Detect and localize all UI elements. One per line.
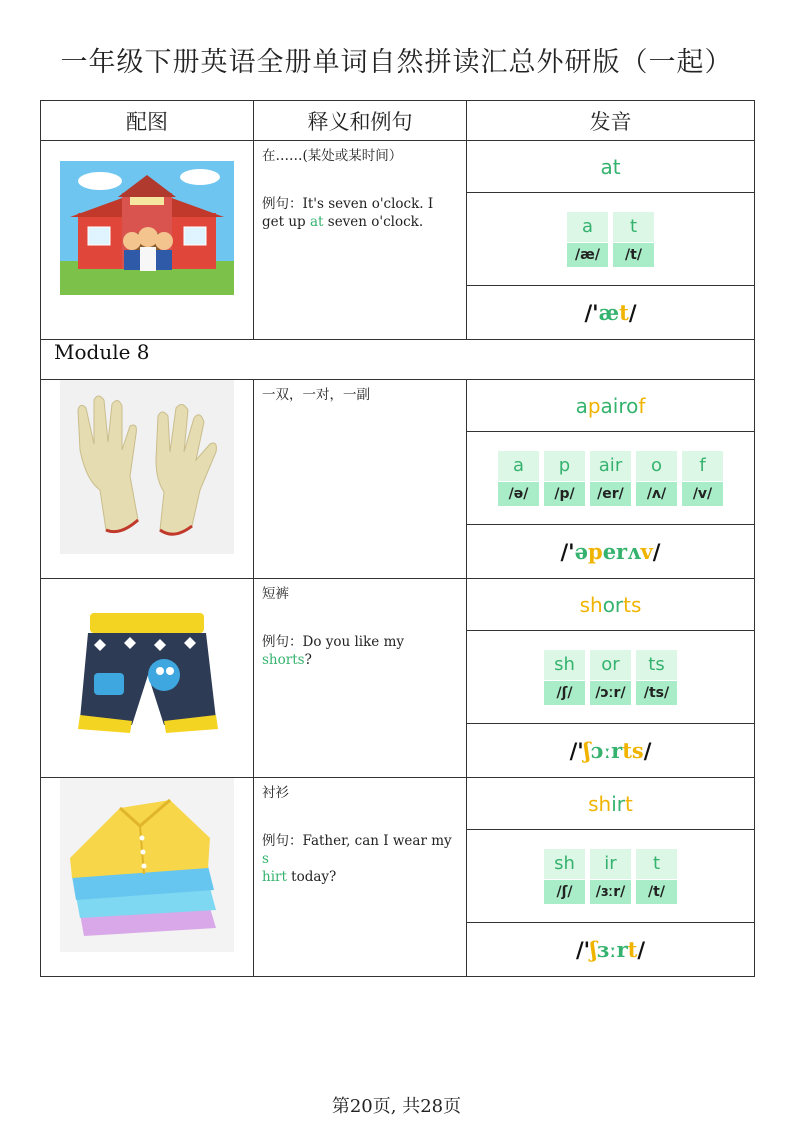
tile-grapheme: o	[636, 451, 677, 481]
phonics-tiles	[467, 631, 754, 724]
phonics-tile	[636, 849, 677, 903]
phoneme-segment: a	[575, 394, 588, 418]
tile-grapheme: f	[682, 451, 723, 481]
phoneme-segment: p	[587, 394, 601, 418]
example-text: today?	[286, 869, 337, 885]
example-highlight: s hirt	[262, 851, 287, 885]
phoneme-segment: ɔːr	[590, 738, 623, 763]
example-sentence	[262, 196, 433, 230]
phoneme-segment: ʌ	[627, 539, 641, 564]
meaning-text: 在……(某处或某时间）	[262, 148, 403, 164]
sound-cell	[467, 380, 755, 579]
image-cell	[41, 380, 254, 579]
image-cell	[41, 141, 254, 340]
tile-grapheme: a	[567, 212, 608, 242]
phoneme-segment: t	[619, 300, 629, 325]
tile-phoneme: /ʃ/	[544, 880, 585, 904]
tile-grapheme: ts	[636, 650, 677, 680]
phonics-tile	[613, 212, 654, 266]
phoneme-segment: t	[625, 792, 633, 816]
phonics-tile	[590, 451, 631, 505]
phoneme-segment: /	[628, 300, 637, 325]
phoneme-segment: at	[600, 155, 621, 179]
tile-phoneme: /ɜːr/	[590, 880, 631, 904]
word-spelling	[467, 141, 754, 193]
module-row	[41, 340, 755, 380]
tile-phoneme: /t/	[613, 243, 654, 267]
phonics-tiles	[467, 193, 754, 286]
phoneme-segment: er	[602, 539, 628, 564]
meaning-cell	[254, 141, 467, 340]
meaning-cell	[254, 380, 467, 579]
phoneme-segment: /	[652, 539, 661, 564]
phonics-tile	[590, 849, 631, 903]
tile-grapheme: t	[613, 212, 654, 242]
phoneme-segment: p	[588, 539, 603, 564]
ipa-transcription	[467, 923, 754, 976]
tile-phoneme: /p/	[544, 482, 585, 506]
phoneme-segment: ts	[623, 593, 642, 617]
table-row	[41, 141, 755, 340]
tile-phoneme: /ʃ/	[544, 681, 585, 705]
phonics-tile	[544, 849, 585, 903]
phoneme-segment: /'	[560, 539, 575, 564]
phonics-tile	[567, 212, 608, 266]
phonics-tile	[682, 451, 723, 505]
phonics-tile	[544, 451, 585, 505]
phoneme-segment: /	[643, 738, 652, 763]
phoneme-segment: ʃ	[583, 738, 591, 763]
example-sentence	[262, 634, 404, 668]
phonics-tile	[498, 451, 539, 505]
tile-grapheme: t	[636, 849, 677, 879]
phonics-tile	[590, 650, 631, 704]
ipa-transcription	[467, 286, 754, 339]
meaning-text: 短裤	[262, 586, 289, 602]
word-spelling	[467, 579, 754, 631]
tile-grapheme: a	[498, 451, 539, 481]
phoneme-segment: or	[602, 593, 624, 617]
phoneme-segment: /	[637, 937, 646, 962]
phoneme-segment: t	[627, 937, 638, 962]
phoneme-segment: /'	[584, 300, 599, 325]
sound-cell	[467, 141, 755, 340]
tile-phoneme: /ə/	[498, 482, 539, 506]
phoneme-segment: v	[640, 539, 653, 564]
meaning-cell	[254, 778, 467, 977]
phoneme-segment: ə	[574, 539, 588, 564]
tile-phoneme: /v/	[682, 482, 723, 506]
tile-grapheme: sh	[544, 849, 585, 879]
meaning-text: 衬衫	[262, 785, 289, 801]
phoneme-segment: /'	[575, 937, 591, 962]
table-row	[41, 380, 755, 579]
phoneme-segment: sh	[579, 593, 603, 617]
phoneme-segment: ʃ	[590, 937, 598, 962]
phoneme-segment: ts	[622, 738, 644, 763]
phonics-tiles	[467, 432, 754, 525]
phoneme-segment: ɜːr	[597, 937, 628, 962]
phonics-tile	[544, 650, 585, 704]
example-text: 例句：It's seven o'clock. I get up	[262, 196, 434, 230]
meaning-text: 一双，一对，一副	[262, 387, 370, 403]
word-spelling	[467, 778, 754, 830]
tile-phoneme: /t/	[636, 880, 677, 904]
tile-grapheme: air	[590, 451, 631, 481]
image-cell	[41, 579, 254, 778]
phoneme-segment: /'	[569, 738, 584, 763]
example-highlight: shorts	[262, 652, 305, 668]
word-spelling	[467, 380, 754, 432]
example-text: ?	[304, 652, 312, 668]
page-title: 一年级下册英语全册单词自然拼读汇总外研版（一起）	[60, 47, 733, 78]
tile-phoneme: /æ/	[567, 243, 608, 267]
phoneme-segment: air	[600, 394, 627, 418]
table-row	[41, 579, 755, 778]
meaning-cell	[254, 579, 467, 778]
tile-grapheme: ir	[590, 849, 631, 879]
shirts-stack-icon	[60, 778, 234, 952]
ipa-transcription	[467, 525, 754, 578]
tile-phoneme: /ɔːr/	[590, 681, 631, 705]
page-footer: 第20页, 共28页	[331, 1096, 462, 1117]
tile-grapheme: p	[544, 451, 585, 481]
phonics-tile	[636, 650, 677, 704]
example-text: 例句：Do you like my	[262, 634, 405, 650]
header-sound: 发音	[467, 101, 755, 141]
example-highlight: at	[309, 214, 324, 230]
shorts-icon	[60, 579, 234, 753]
phonics-tiles	[467, 830, 754, 923]
tile-grapheme: sh	[544, 650, 585, 680]
tile-phoneme: /ʌ/	[636, 482, 677, 506]
sound-cell	[467, 579, 755, 778]
phoneme-segment: ir	[611, 792, 626, 816]
vocabulary-table	[40, 100, 755, 977]
phoneme-segment: æ	[598, 300, 620, 325]
phoneme-segment: f	[638, 394, 646, 418]
phonics-tile	[636, 451, 677, 505]
table-row	[41, 778, 755, 977]
table-header-row	[41, 101, 755, 141]
phoneme-segment: sh	[588, 792, 612, 816]
gloves-icon	[60, 380, 234, 554]
school-building-icon	[60, 141, 234, 315]
phoneme-segment: o	[626, 394, 639, 418]
ipa-transcription	[467, 724, 754, 777]
tile-phoneme: /ts/	[636, 681, 677, 705]
image-cell	[41, 778, 254, 977]
example-text: 例句：Father, can I wear my	[262, 833, 452, 849]
sound-cell	[467, 778, 755, 977]
tile-grapheme: or	[590, 650, 631, 680]
example-text: seven o'clock.	[323, 214, 424, 230]
example-sentence	[262, 833, 452, 885]
module-label: Module 8	[41, 340, 755, 380]
header-meaning: 释义和例句	[254, 101, 467, 141]
header-image: 配图	[41, 101, 254, 141]
tile-phoneme: /er/	[590, 482, 631, 506]
